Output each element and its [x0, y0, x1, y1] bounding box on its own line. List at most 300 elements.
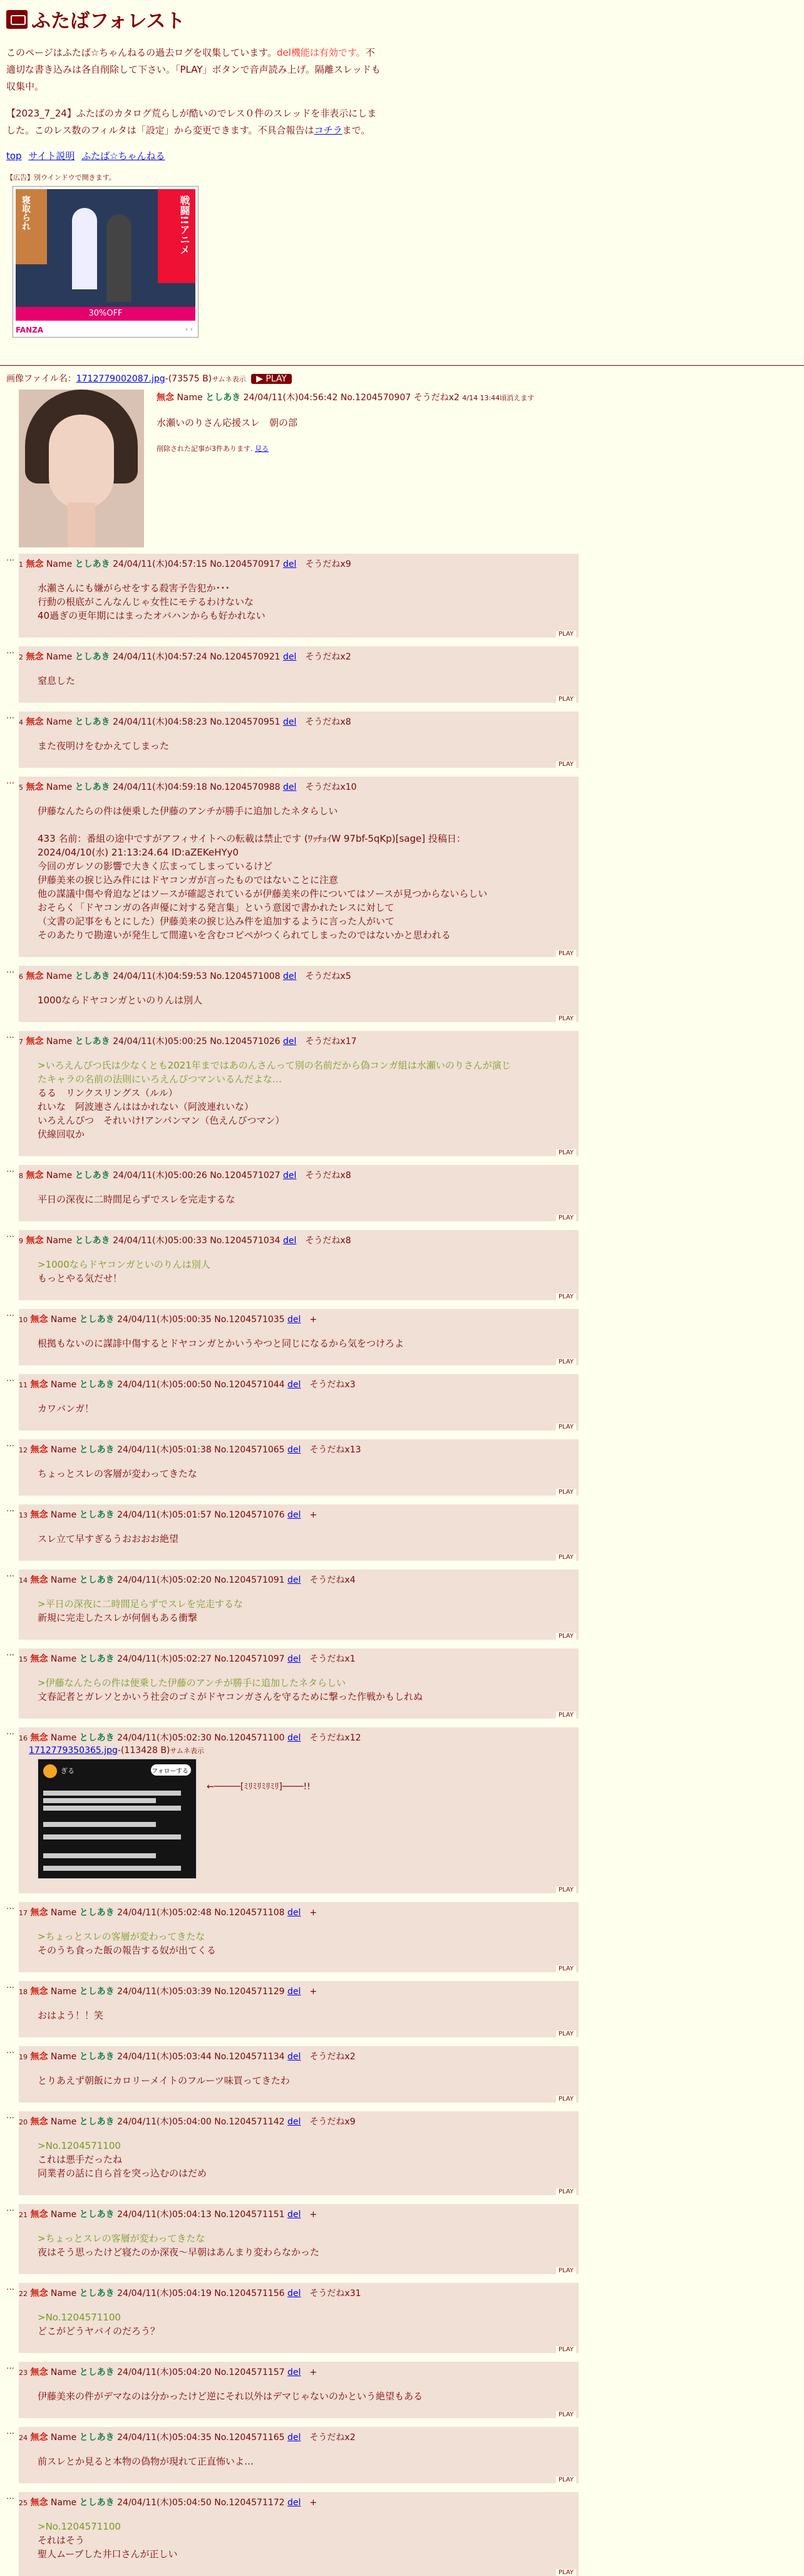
reply-header — [19, 1234, 351, 1246]
reply-quote-line: >伊藤なんたらの件は便乗した伊藤のアンチが勝手に追加したネタらしい — [38, 1677, 346, 1689]
reply-header — [19, 650, 351, 663]
reply-datetime: 24/04/11(木)04:59:18 — [113, 782, 207, 792]
reply-play-button[interactable]: PLAY — [556, 2096, 576, 2103]
reply-name-label: Name — [50, 1575, 77, 1585]
reply-name-label: Name — [50, 2117, 77, 2127]
reply-cell — [19, 2046, 579, 2103]
reply-play-button[interactable]: PLAY — [556, 1489, 576, 1496]
site-header — [0, 0, 804, 338]
reply-del-link[interactable]: del — [287, 1315, 301, 1325]
reply-play-button[interactable]: PLAY — [556, 761, 576, 768]
reply-dots: … — [6, 1902, 14, 1911]
reply-name-label: Name — [46, 1236, 73, 1246]
reply-dots: … — [6, 1981, 14, 1990]
reply-subject: 無念 — [26, 717, 44, 727]
reply-no[interactable]: No.1204571027 — [210, 1171, 281, 1181]
nav-futaba-link[interactable]: ふたば☆ちゃんねる — [81, 150, 165, 162]
nav-links — [6, 149, 796, 162]
reply-name-label: Name — [50, 2367, 77, 2377]
reply-text-line: 文春記者とガレソとかいう社会のゴミがドヤコンガさんを守るために撃った作戦かもしれぬ — [38, 1691, 423, 1702]
reply-soudane[interactable]: そうだねx31 — [309, 2289, 361, 2299]
reply-name-label: Name — [46, 717, 73, 727]
reply-header — [19, 2366, 317, 2378]
reply-datetime: 24/04/11(木)05:03:39 — [117, 1987, 212, 1997]
reply-text-line: それはそう — [38, 2535, 85, 2546]
reply-name: としあき — [75, 782, 110, 792]
reply-play-button[interactable]: PLAY — [556, 2346, 576, 2353]
nav-about-link[interactable]: サイト説明 — [28, 150, 75, 162]
reply-cell — [19, 1309, 579, 1365]
reply-soudane[interactable]: そうだねx17 — [305, 1037, 357, 1047]
reply-name: としあき — [79, 2367, 115, 2377]
reply-dots: … — [6, 1504, 14, 1514]
reply-subject: 無念 — [30, 1908, 48, 1918]
reply-play-button[interactable]: PLAY — [556, 1293, 576, 1300]
reply-text-line: 夜はそう思ったけど寝たのか深夜～早朝はあんまり変わらなかった — [38, 2247, 320, 2258]
reply-cell — [19, 2204, 579, 2274]
reply-dots: … — [6, 2204, 14, 2213]
ad-text-right: 戦闘!!アニメ — [178, 195, 190, 255]
reply-row — [6, 2111, 579, 2195]
reply-header — [19, 2431, 356, 2443]
reply-text-line: 聖人ムーブした井口さんが正しい — [38, 2548, 178, 2560]
reply-soudane[interactable]: そうだねx8 — [305, 1236, 351, 1246]
reply-datetime: 24/04/11(木)05:00:25 — [113, 1037, 207, 1047]
reply-no[interactable]: No.1204570917 — [210, 559, 281, 569]
reply-del-link[interactable]: del — [287, 1510, 301, 1520]
notice-text: 【2023_7_24】ふたばのカタログ荒らしが酷いのでレス０件のスレッドを非表示にしました。このレス数のフィルタは「設定」から変更できます。不具合報告は — [6, 108, 377, 136]
reply-dots: … — [6, 1570, 14, 1579]
ad-image[interactable] — [16, 189, 195, 321]
reply-index: 18 — [19, 1988, 28, 1996]
reply-text-line: るる リンクスリングス（ルル） — [38, 1087, 178, 1099]
op-file-line: 画像ファイル名：1712779002087.jpg-(73575 B)サムネ表示 ▶ PLAY — [6, 372, 795, 385]
reply-subject: 無念 — [30, 2433, 48, 2443]
ad-pager-icon[interactable]: ‹ › — [185, 325, 193, 333]
reply-row — [6, 1439, 579, 1496]
reply-soudane[interactable]: + — [309, 2367, 317, 2377]
reply-text-line: ちょっとスレの客層が変わってきたな — [38, 1468, 197, 1479]
reply-subject: 無念 — [26, 559, 44, 569]
op-show-deleted-link[interactable]: 見る — [255, 445, 269, 453]
reply-del-link[interactable]: del — [287, 1908, 301, 1918]
reply-soudane[interactable]: そうだねx3 — [309, 1380, 356, 1390]
reply-no[interactable]: No.1204571034 — [210, 1236, 281, 1246]
reply-del-link[interactable]: del — [287, 2052, 301, 2062]
reply-text-line: 2024/04/10(水) 21:13:24.64 ID:aZEKeHYy0 — [38, 847, 239, 858]
reply-subject: 無念 — [26, 1171, 44, 1181]
reply-text-line: スレ立て早すぎるうおおおお絶望 — [38, 1533, 179, 1544]
op-play-button[interactable]: ▶ PLAY — [251, 374, 292, 384]
reply-row — [6, 2204, 579, 2274]
reply-del-link[interactable]: del — [287, 2498, 301, 2508]
reply-no[interactable]: No.1204571151 — [214, 2210, 285, 2220]
reply-datetime: 24/04/11(木)05:04:50 — [117, 2498, 212, 2508]
reply-datetime: 24/04/11(木)05:00:50 — [117, 1380, 212, 1390]
reply-datetime: 24/04/11(木)05:01:38 — [117, 1445, 212, 1455]
reply-index: 8 — [19, 1172, 23, 1180]
reply-dots: … — [6, 1648, 14, 1658]
reply-text-line: 水瀬さんにも嫌がらせをする殺害予告犯か･･･ — [38, 582, 230, 594]
reply-play-button[interactable]: PLAY — [556, 2188, 576, 2195]
reply-row — [6, 2283, 579, 2353]
reply-name-label: Name — [50, 2210, 77, 2220]
reply-text-line: とりあえず朝飯にカロリーメイトのフルーツ味買ってきたわ — [38, 2075, 290, 2086]
reply-row — [6, 2427, 579, 2483]
reply-name-label: Name — [50, 2289, 77, 2299]
reply-play-button[interactable]: PLAY — [556, 1886, 576, 1893]
reply-no[interactable]: No.1204571026 — [210, 1037, 281, 1047]
reply-del-link[interactable]: del — [283, 717, 297, 727]
reply-cell — [19, 1031, 579, 1156]
reply-datetime: 24/04/11(木)05:04:35 — [117, 2433, 212, 2443]
reply-cell — [19, 777, 579, 957]
reply-play-button[interactable]: PLAY — [556, 1424, 576, 1430]
reply-play-button[interactable]: PLAY — [556, 1358, 576, 1365]
reply-soudane[interactable]: + — [309, 1908, 317, 1918]
reply-row — [6, 1031, 579, 1156]
reply-no[interactable]: No.1204571097 — [214, 1654, 285, 1664]
reply-row — [6, 1570, 579, 1640]
reply-text-line: 今回のガレソの影響で大きく広まってしまっているけど — [38, 861, 273, 872]
reply-name: としあき — [79, 1445, 115, 1455]
reply-play-button[interactable]: PLAY — [556, 631, 576, 638]
reply-index: 6 — [19, 973, 23, 981]
op-thumb-toggle[interactable]: サムネ表示 — [212, 375, 246, 383]
reply-name: としあき — [79, 1315, 115, 1325]
reply-datetime: 24/04/11(木)05:00:33 — [113, 1236, 207, 1246]
reply-subject: 無念 — [30, 1445, 48, 1455]
reply-cell — [19, 1727, 579, 1893]
reply-subject: 無念 — [30, 2289, 48, 2299]
reply-soudane[interactable]: そうだねx12 — [309, 1733, 361, 1743]
reply-header — [19, 2287, 361, 2299]
reply-cell — [19, 1374, 579, 1430]
reply-name: としあき — [79, 2210, 115, 2220]
reply-no[interactable]: No.1204571076 — [214, 1510, 285, 1520]
reply-cell — [19, 1981, 579, 2037]
reply-del-link[interactable]: del — [287, 2210, 301, 2220]
reply-row — [6, 1504, 579, 1561]
reply-subject: 無念 — [30, 1575, 48, 1585]
reply-no[interactable]: No.1204571142 — [214, 2117, 285, 2127]
reply-dots: … — [6, 1165, 14, 1174]
site-title-row — [6, 5, 796, 33]
reply-datetime: 24/04/11(木)05:04:19 — [117, 2289, 212, 2299]
op-subject: 無念 — [157, 393, 174, 403]
reply-no[interactable]: No.1204571165 — [214, 2433, 285, 2443]
reply-del-link[interactable]: del — [283, 1171, 297, 1181]
reply-no[interactable]: No.1204570988 — [210, 782, 281, 792]
reply-index: 7 — [19, 1038, 23, 1046]
reply-name-label: Name — [46, 652, 73, 662]
reply-no[interactable]: No.1204570921 — [210, 652, 281, 662]
reply-datetime: 24/04/11(木)05:00:26 — [113, 1171, 207, 1181]
reply-soudane[interactable]: そうだねx5 — [305, 971, 351, 981]
reply-name: としあき — [79, 1654, 115, 1664]
reply-subject: 無念 — [26, 1236, 44, 1246]
reply-soudane[interactable]: そうだねx13 — [309, 1445, 361, 1455]
reply-name: としあき — [79, 1987, 115, 1997]
reply-header — [19, 1652, 356, 1665]
reply-subject: 無念 — [26, 1037, 44, 1047]
desc-text-2: 不適切な書き込みは各自削除して下さい。「PLAY」ボタンで音声読み上げ。隔離スレッドも収集中。 — [6, 47, 381, 92]
reply-cell — [19, 2283, 579, 2353]
reply-row — [6, 966, 579, 1022]
op-soudane[interactable]: そうだねx2 — [413, 393, 460, 403]
reply-play-button[interactable]: PLAY — [556, 1554, 576, 1561]
reply-index: 10 — [19, 1316, 28, 1324]
reply-play-button[interactable]: PLAY — [556, 1712, 576, 1719]
reply-subject: 無念 — [30, 2367, 48, 2377]
reply-header — [19, 1906, 317, 1918]
reply-subject: 無念 — [30, 2117, 48, 2127]
reply-quote-line: >いろえんぴつ氏は少なくとも2021年まではあのんさんって別の名前だから偽コンガ組は水瀬いのりさんが演じ — [38, 1060, 511, 1071]
reply-file-link[interactable]: 1712779350365.jpg — [29, 1746, 118, 1756]
reply-text-line: 40過ぎの更年期にはまったオバハンからも好かれない — [38, 610, 265, 621]
reply-text-line: カワバンガ！ — [38, 1403, 95, 1414]
reply-name: としあき — [79, 2117, 115, 2127]
reply-name: としあき — [79, 2289, 115, 2299]
reply-soudane[interactable]: そうだねx8 — [305, 717, 351, 727]
reply-index: 15 — [19, 1655, 28, 1663]
reply-index: 13 — [19, 1511, 28, 1519]
reply-no[interactable]: No.1204571108 — [214, 1908, 285, 1918]
reply-name-label: Name — [50, 1733, 77, 1743]
site-title: ふたばフォレスト — [31, 10, 185, 33]
op-thumbnail-image[interactable] — [19, 390, 144, 547]
reply-del-link[interactable]: del — [287, 1575, 301, 1585]
reply-soudane[interactable]: そうだねx9 — [305, 559, 351, 569]
reply-del-link[interactable]: del — [283, 1037, 297, 1047]
reply-header — [19, 2050, 356, 2062]
reply-del-link[interactable]: del — [287, 1987, 301, 1997]
reply-cell — [19, 1504, 579, 1561]
reply-row — [6, 554, 579, 638]
reply-del-link[interactable]: del — [287, 2433, 301, 2443]
reply-text-line: 伊藤美来の件がデマなのは分かったけど逆にそれ以外はデマじゃないのかという絶望もある — [38, 2391, 423, 2402]
reply-row — [6, 2362, 579, 2418]
reply-subject: 無念 — [30, 2498, 48, 2508]
reply-header — [19, 557, 351, 570]
reply-text-line: 新規に完走したスレが何個もある衝撃 — [38, 1612, 198, 1623]
reply-name-label: Name — [46, 559, 73, 569]
reply-text-line: もっとやる気だせ！ — [38, 1273, 123, 1284]
reply-header — [19, 970, 351, 982]
reply-text-line: いろえんぴつ それいけ!アンパンマン（色えんぴつマン） — [38, 1115, 285, 1126]
reply-index: 12 — [19, 1446, 28, 1454]
reply-subject: 無念 — [26, 971, 44, 981]
reply-name: としあき — [79, 1733, 115, 1743]
reply-datetime: 24/04/11(木)05:01:57 — [117, 1510, 212, 1520]
reply-row — [6, 1309, 579, 1365]
reply-thumbnail-image[interactable] — [38, 1759, 197, 1879]
reply-row — [6, 777, 579, 957]
reply-datetime: 24/04/11(木)05:03:44 — [117, 2052, 212, 2062]
reply-row — [6, 1648, 579, 1719]
reply-cell — [19, 2362, 579, 2418]
reply-cell — [19, 711, 579, 768]
reply-del-link[interactable]: del — [287, 1445, 301, 1455]
ad-banner[interactable] — [13, 186, 198, 338]
reply-soudane[interactable]: そうだねx4 — [309, 1575, 356, 1585]
reply-play-button[interactable]: PLAY — [556, 2411, 576, 2418]
reply-datetime: 24/04/11(木)05:02:48 — [117, 1908, 212, 1918]
reply-cell — [19, 1902, 579, 1972]
reply-play-button[interactable]: PLAY — [556, 2569, 576, 2576]
reply-del-link[interactable]: del — [283, 782, 297, 792]
reply-quote-line: >平日の深夜に二時間足らずでスレを完走するな — [38, 1598, 244, 1610]
reply-index: 5 — [19, 784, 23, 792]
reply-play-button[interactable]: PLAY — [556, 696, 576, 703]
reply-row — [6, 1902, 579, 1972]
reply-del-link[interactable]: del — [283, 559, 297, 569]
reply-text-line: 行動の根底がこんなんじゃ女性にモテるわけないな — [38, 596, 254, 608]
reply-name-label: Name — [46, 782, 73, 792]
reply-play-button[interactable]: PLAY — [556, 950, 576, 957]
reply-del-link[interactable]: del — [287, 2367, 301, 2377]
reply-file-size: -(113428 B) — [117, 1746, 170, 1756]
reply-cell — [19, 2492, 579, 2576]
reply-dots: … — [6, 1230, 14, 1239]
reply-soudane[interactable]: そうだねx1 — [309, 1654, 356, 1664]
reply-soudane[interactable]: そうだねx2 — [309, 2433, 356, 2443]
nav-top-link[interactable]: top — [6, 150, 22, 162]
reply-subject: 無念 — [30, 2052, 48, 2062]
reply-del-link[interactable]: del — [287, 1380, 301, 1390]
reply-text-line: 1000ならドヤコンガといのりんは別人 — [38, 995, 203, 1006]
reply-del-link[interactable]: del — [283, 971, 297, 981]
reply-image-account: ぎる — [61, 1767, 75, 1775]
reply-no[interactable]: No.1204571008 — [210, 971, 281, 981]
reply-datetime: 24/04/11(木)05:02:30 — [117, 1733, 212, 1743]
reply-soudane[interactable]: + — [309, 2210, 317, 2220]
reply-index: 21 — [19, 2211, 28, 2219]
reply-name-label: Name — [50, 1445, 77, 1455]
reply-no[interactable]: No.1204571065 — [214, 1445, 285, 1455]
reply-header — [19, 1573, 356, 1586]
reply-name-label: Name — [50, 1380, 77, 1390]
reply-soudane[interactable]: そうだねx2 — [305, 652, 351, 662]
header-divider — [0, 365, 804, 366]
reply-subject: 無念 — [26, 652, 44, 662]
reply-file-line — [29, 1744, 204, 1758]
reply-text-line: れいな 阿波連さんははかれない（阿波連れいな） — [38, 1101, 254, 1112]
reply-play-button[interactable]: PLAY — [556, 2267, 576, 2274]
reply-no[interactable]: No.1204571172 — [214, 2498, 285, 2508]
reply-subject: 無念 — [30, 1733, 48, 1743]
reply-soudane[interactable]: そうだねx2 — [309, 2052, 356, 2062]
reply-text-line: おはよう！！笑 — [38, 2010, 104, 2021]
reply-play-button[interactable]: PLAY — [556, 2030, 576, 2037]
reply-play-button[interactable]: PLAY — [556, 1214, 576, 1221]
reply-play-button[interactable]: PLAY — [556, 1965, 576, 1972]
reply-del-link[interactable]: del — [287, 2289, 301, 2299]
reply-name-label: Name — [46, 1171, 73, 1181]
reply-cell — [19, 1165, 579, 1221]
reply-no[interactable]: No.1204571100 — [214, 1733, 285, 1743]
reply-no[interactable]: No.1204571157 — [214, 2367, 285, 2377]
reply-no[interactable]: No.1204571044 — [214, 1380, 285, 1390]
reply-subject: 無念 — [30, 2210, 48, 2220]
reply-header — [19, 1035, 357, 1047]
reply-dots: … — [6, 1727, 14, 1737]
reply-soudane[interactable]: + — [309, 1510, 317, 1520]
reply-datetime: 24/04/11(木)04:58:23 — [113, 717, 207, 727]
reply-name-label: Name — [50, 2498, 77, 2508]
reply-index: 24 — [19, 2434, 28, 2442]
reply-dots: … — [6, 711, 14, 721]
reply-datetime: 24/04/11(木)05:04:00 — [117, 2117, 212, 2127]
reply-quote-line: >1000ならドヤコンガといのりんは別人 — [38, 1259, 210, 1270]
reply-del-link[interactable]: del — [283, 652, 297, 662]
reply-soudane[interactable]: そうだねx8 — [305, 1171, 351, 1181]
reply-soudane[interactable]: + — [309, 1987, 317, 1997]
reply-no[interactable]: No.1204571129 — [214, 1987, 285, 1997]
reply-name-label: Name — [50, 1987, 77, 1997]
reply-row — [6, 2046, 579, 2103]
reply-soudane[interactable]: そうだねx10 — [305, 782, 357, 792]
site-description — [6, 44, 382, 95]
reply-index: 23 — [19, 2369, 28, 2377]
reply-soudane[interactable]: + — [309, 1315, 317, 1325]
op-file-size: -(73575 B) — [165, 374, 212, 384]
reply-text-line: 根拠もないのに謀誹中傷するとドヤコンガとかいうやつと同じになるから気をつけろよ — [38, 1338, 405, 1349]
reply-dots: … — [6, 2427, 14, 2436]
reply-play-button[interactable]: PLAY — [556, 1015, 576, 1022]
reply-dots: … — [6, 777, 14, 786]
reply-no[interactable]: No.1204571091 — [214, 1575, 285, 1585]
reply-header — [19, 2496, 317, 2508]
reply-text-line: そのあたりで勘違いが発生して間違いを含むコピペがつくられてしまったのではないかと思われる — [38, 929, 451, 941]
reply-index: 25 — [19, 2499, 28, 2507]
reply-del-link[interactable]: del — [287, 2117, 301, 2127]
reply-soudane[interactable]: + — [309, 2498, 317, 2508]
reply-header — [19, 780, 357, 793]
reply-no[interactable]: No.1204571134 — [214, 2052, 285, 2062]
reply-thumb-toggle[interactable]: サムネ表示 — [170, 1747, 204, 1755]
reply-row — [6, 2492, 579, 2576]
reply-datetime: 24/04/11(木)04:59:53 — [113, 971, 207, 981]
reply-index: 19 — [19, 2053, 28, 2061]
reply-index: 2 — [19, 653, 23, 661]
op-file-link[interactable]: 1712779002087.jpg — [76, 374, 165, 384]
reply-header — [19, 1169, 351, 1181]
reply-del-link[interactable]: del — [283, 1236, 297, 1246]
reply-no[interactable]: No.1204570951 — [210, 717, 281, 727]
reply-del-link[interactable]: del — [287, 1654, 301, 1664]
reply-no[interactable]: No.1204571156 — [214, 2289, 285, 2299]
reply-no[interactable]: No.1204571035 — [214, 1315, 285, 1325]
reply-name: としあき — [75, 1037, 110, 1047]
reply-name: としあき — [79, 2052, 115, 2062]
reply-play-button[interactable]: PLAY — [556, 2476, 576, 2483]
reply-play-button[interactable]: PLAY — [556, 1149, 576, 1156]
reply-soudane[interactable]: そうだねx9 — [309, 2117, 356, 2127]
op-no: No.1204570907 — [340, 393, 411, 403]
reply-del-link[interactable]: del — [287, 1733, 301, 1743]
reply-text-line: おそらく「ドヤコンガの各声優に対する発言集」という意図で書かれたレスに対して — [38, 902, 394, 913]
reply-text-line: 伏線回収か — [38, 1129, 85, 1140]
reply-dots: … — [6, 1031, 14, 1040]
reply-header — [19, 2115, 356, 2128]
op-body: 水瀬いのりさん応援スレ 朝の部 — [157, 417, 298, 428]
ad-footer-logo: FANZA — [16, 326, 44, 334]
reply-play-button[interactable]: PLAY — [556, 1633, 576, 1640]
report-link[interactable]: コチラ — [314, 125, 343, 136]
reply-datetime: 24/04/11(木)05:02:20 — [117, 1575, 212, 1585]
reply-text-line: 433 名前：番組の途中ですがアフィサイトへの転載は禁止です (ﾜｯﾁｮｲW 97bf-5qKp)[sage] 投稿日： — [38, 833, 466, 844]
